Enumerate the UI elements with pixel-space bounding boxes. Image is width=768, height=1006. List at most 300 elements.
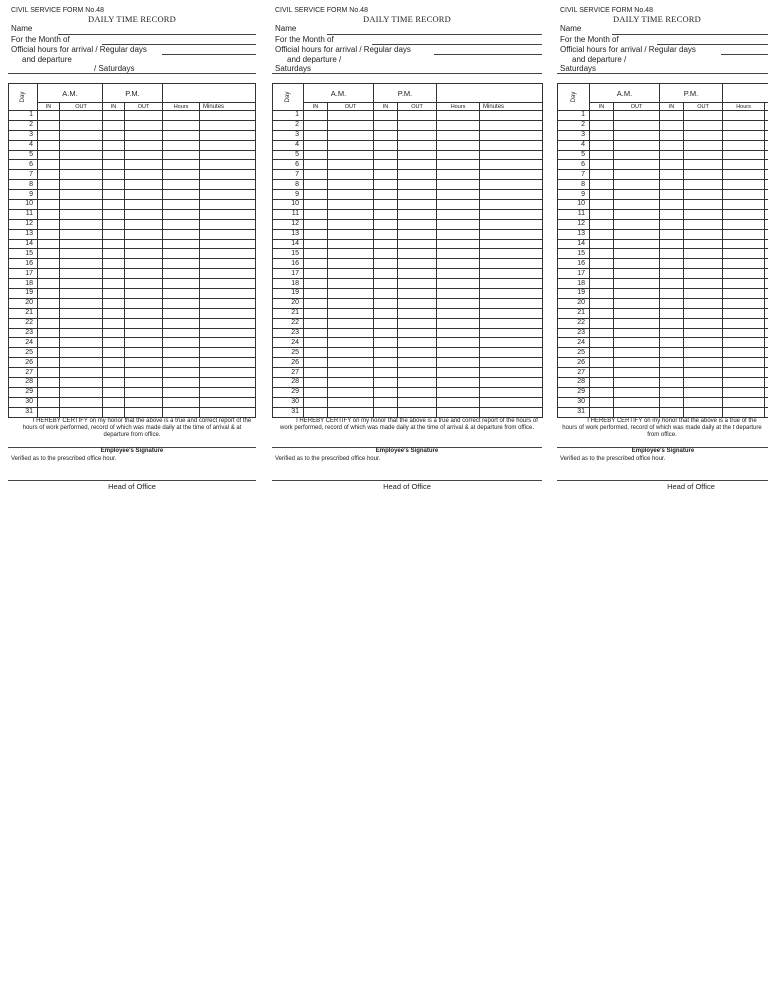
pm-out-cell[interactable] — [684, 298, 723, 308]
hours-cell[interactable] — [723, 328, 765, 338]
pm-out-cell[interactable] — [125, 259, 163, 269]
pm-out-cell[interactable] — [684, 308, 723, 318]
pm-in-cell[interactable] — [103, 289, 125, 299]
am-in-cell[interactable] — [38, 387, 60, 397]
hours-cell[interactable] — [723, 200, 765, 210]
am-in-cell[interactable] — [590, 130, 614, 140]
hours-cell[interactable] — [723, 120, 765, 130]
hours-cell[interactable] — [163, 358, 200, 368]
hours-cell[interactable] — [723, 190, 765, 200]
minutes-cell[interactable] — [200, 170, 256, 180]
am-in-cell[interactable] — [590, 190, 614, 200]
minutes-cell[interactable] — [200, 338, 256, 348]
pm-out-cell[interactable] — [125, 150, 163, 160]
am-in-cell[interactable] — [38, 358, 60, 368]
pm-in-cell[interactable] — [103, 259, 125, 269]
am-out-cell[interactable] — [328, 249, 374, 259]
hours-cell[interactable] — [723, 397, 765, 407]
am-in-cell[interactable] — [590, 308, 614, 318]
am-in-cell[interactable] — [590, 328, 614, 338]
minutes-cell[interactable] — [480, 160, 543, 170]
minutes-cell[interactable] — [480, 407, 543, 417]
hours-cell[interactable] — [437, 120, 480, 130]
pm-out-cell[interactable] — [684, 259, 723, 269]
minutes-cell[interactable] — [200, 229, 256, 239]
hours-cell[interactable] — [723, 239, 765, 249]
pm-in-cell[interactable] — [103, 219, 125, 229]
pm-in-cell[interactable] — [374, 298, 398, 308]
minutes-cell[interactable] — [765, 209, 768, 219]
am-out-cell[interactable] — [60, 328, 103, 338]
pm-out-cell[interactable] — [125, 289, 163, 299]
am-out-cell[interactable] — [614, 279, 660, 289]
pm-out-cell[interactable] — [684, 160, 723, 170]
pm-in-cell[interactable] — [374, 229, 398, 239]
am-in-cell[interactable] — [38, 397, 60, 407]
am-in-cell[interactable] — [38, 180, 60, 190]
pm-out-cell[interactable] — [125, 229, 163, 239]
am-out-cell[interactable] — [328, 328, 374, 338]
minutes-cell[interactable] — [200, 328, 256, 338]
pm-in-cell[interactable] — [103, 111, 125, 121]
pm-out-cell[interactable] — [125, 120, 163, 130]
hours-cell[interactable] — [163, 328, 200, 338]
pm-in-cell[interactable] — [660, 289, 684, 299]
am-out-cell[interactable] — [60, 130, 103, 140]
am-out-cell[interactable] — [328, 150, 374, 160]
am-in-cell[interactable] — [304, 170, 328, 180]
minutes-cell[interactable] — [200, 269, 256, 279]
am-out-cell[interactable] — [328, 289, 374, 299]
minutes-cell[interactable] — [765, 111, 768, 121]
am-out-cell[interactable] — [614, 338, 660, 348]
am-in-cell[interactable] — [38, 140, 60, 150]
minutes-cell[interactable] — [480, 338, 543, 348]
official-hours-field[interactable] — [162, 54, 256, 55]
pm-in-cell[interactable] — [374, 348, 398, 358]
pm-in-cell[interactable] — [374, 209, 398, 219]
pm-out-cell[interactable] — [125, 209, 163, 219]
hours-cell[interactable] — [163, 170, 200, 180]
am-out-cell[interactable] — [328, 120, 374, 130]
am-in-cell[interactable] — [38, 269, 60, 279]
hours-cell[interactable] — [437, 249, 480, 259]
minutes-cell[interactable] — [765, 397, 768, 407]
am-in-cell[interactable] — [38, 200, 60, 210]
name-field[interactable] — [327, 34, 542, 35]
pm-out-cell[interactable] — [398, 338, 437, 348]
minutes-cell[interactable] — [200, 209, 256, 219]
hours-cell[interactable] — [437, 111, 480, 121]
am-out-cell[interactable] — [328, 397, 374, 407]
pm-out-cell[interactable] — [398, 259, 437, 269]
am-in-cell[interactable] — [304, 378, 328, 388]
hours-cell[interactable] — [723, 150, 765, 160]
pm-in-cell[interactable] — [660, 328, 684, 338]
pm-in-cell[interactable] — [374, 397, 398, 407]
pm-in-cell[interactable] — [103, 378, 125, 388]
am-out-cell[interactable] — [60, 338, 103, 348]
am-out-cell[interactable] — [60, 190, 103, 200]
am-out-cell[interactable] — [328, 387, 374, 397]
hours-cell[interactable] — [163, 239, 200, 249]
hours-cell[interactable] — [437, 180, 480, 190]
hours-cell[interactable] — [163, 160, 200, 170]
pm-in-cell[interactable] — [660, 209, 684, 219]
am-out-cell[interactable] — [614, 378, 660, 388]
pm-out-cell[interactable] — [125, 160, 163, 170]
pm-out-cell[interactable] — [398, 368, 437, 378]
am-in-cell[interactable] — [304, 259, 328, 269]
am-out-cell[interactable] — [328, 200, 374, 210]
minutes-cell[interactable] — [765, 140, 768, 150]
pm-in-cell[interactable] — [103, 358, 125, 368]
hours-cell[interactable] — [723, 298, 765, 308]
minutes-cell[interactable] — [765, 229, 768, 239]
pm-out-cell[interactable] — [398, 150, 437, 160]
pm-in-cell[interactable] — [660, 407, 684, 417]
minutes-cell[interactable] — [480, 209, 543, 219]
minutes-cell[interactable] — [480, 180, 543, 190]
pm-in-cell[interactable] — [660, 150, 684, 160]
am-in-cell[interactable] — [590, 387, 614, 397]
pm-in-cell[interactable] — [660, 348, 684, 358]
am-out-cell[interactable] — [328, 407, 374, 417]
am-in-cell[interactable] — [38, 378, 60, 388]
am-in-cell[interactable] — [38, 318, 60, 328]
pm-out-cell[interactable] — [684, 378, 723, 388]
pm-in-cell[interactable] — [660, 249, 684, 259]
pm-in-cell[interactable] — [374, 269, 398, 279]
pm-out-cell[interactable] — [684, 279, 723, 289]
hours-cell[interactable] — [723, 348, 765, 358]
hours-cell[interactable] — [163, 378, 200, 388]
pm-out-cell[interactable] — [684, 249, 723, 259]
minutes-cell[interactable] — [765, 190, 768, 200]
minutes-cell[interactable] — [765, 160, 768, 170]
am-in-cell[interactable] — [304, 160, 328, 170]
am-out-cell[interactable] — [60, 180, 103, 190]
pm-in-cell[interactable] — [660, 111, 684, 121]
hours-cell[interactable] — [163, 348, 200, 358]
am-out-cell[interactable] — [614, 120, 660, 130]
am-out-cell[interactable] — [328, 348, 374, 358]
am-out-cell[interactable] — [614, 239, 660, 249]
name-field[interactable] — [612, 34, 768, 35]
hours-cell[interactable] — [163, 190, 200, 200]
am-out-cell[interactable] — [614, 160, 660, 170]
minutes-cell[interactable] — [200, 140, 256, 150]
pm-in-cell[interactable] — [374, 318, 398, 328]
hours-cell[interactable] — [437, 239, 480, 249]
am-out-cell[interactable] — [60, 170, 103, 180]
pm-out-cell[interactable] — [684, 358, 723, 368]
am-in-cell[interactable] — [38, 289, 60, 299]
pm-in-cell[interactable] — [660, 259, 684, 269]
am-in-cell[interactable] — [304, 289, 328, 299]
pm-in-cell[interactable] — [660, 229, 684, 239]
am-out-cell[interactable] — [328, 229, 374, 239]
pm-in-cell[interactable] — [103, 348, 125, 358]
pm-in-cell[interactable] — [660, 358, 684, 368]
minutes-cell[interactable] — [480, 111, 543, 121]
hours-cell[interactable] — [163, 298, 200, 308]
am-in-cell[interactable] — [304, 190, 328, 200]
pm-out-cell[interactable] — [684, 229, 723, 239]
pm-out-cell[interactable] — [398, 318, 437, 328]
pm-in-cell[interactable] — [103, 239, 125, 249]
am-in-cell[interactable] — [304, 140, 328, 150]
pm-in-cell[interactable] — [374, 328, 398, 338]
pm-out-cell[interactable] — [398, 279, 437, 289]
pm-in-cell[interactable] — [103, 298, 125, 308]
pm-out-cell[interactable] — [125, 378, 163, 388]
pm-in-cell[interactable] — [374, 150, 398, 160]
pm-in-cell[interactable] — [103, 120, 125, 130]
am-in-cell[interactable] — [304, 358, 328, 368]
hours-cell[interactable] — [723, 111, 765, 121]
hours-cell[interactable] — [723, 358, 765, 368]
minutes-cell[interactable] — [765, 180, 768, 190]
am-in-cell[interactable] — [38, 209, 60, 219]
minutes-cell[interactable] — [480, 348, 543, 358]
hours-cell[interactable] — [437, 387, 480, 397]
hours-cell[interactable] — [723, 407, 765, 417]
pm-in-cell[interactable] — [660, 219, 684, 229]
am-in-cell[interactable] — [304, 328, 328, 338]
am-in-cell[interactable] — [590, 229, 614, 239]
pm-out-cell[interactable] — [684, 328, 723, 338]
pm-out-cell[interactable] — [684, 289, 723, 299]
minutes-cell[interactable] — [200, 387, 256, 397]
pm-out-cell[interactable] — [398, 219, 437, 229]
pm-out-cell[interactable] — [684, 318, 723, 328]
hours-cell[interactable] — [723, 269, 765, 279]
pm-out-cell[interactable] — [684, 170, 723, 180]
minutes-cell[interactable] — [765, 279, 768, 289]
pm-out-cell[interactable] — [684, 219, 723, 229]
minutes-cell[interactable] — [765, 219, 768, 229]
am-in-cell[interactable] — [590, 111, 614, 121]
pm-in-cell[interactable] — [660, 378, 684, 388]
hours-cell[interactable] — [723, 259, 765, 269]
am-out-cell[interactable] — [614, 368, 660, 378]
minutes-cell[interactable] — [200, 239, 256, 249]
am-out-cell[interactable] — [614, 209, 660, 219]
am-out-cell[interactable] — [614, 259, 660, 269]
pm-in-cell[interactable] — [660, 338, 684, 348]
pm-out-cell[interactable] — [125, 180, 163, 190]
pm-out-cell[interactable] — [684, 348, 723, 358]
pm-in-cell[interactable] — [103, 328, 125, 338]
hours-cell[interactable] — [437, 328, 480, 338]
pm-in-cell[interactable] — [103, 229, 125, 239]
minutes-cell[interactable] — [765, 318, 768, 328]
am-in-cell[interactable] — [590, 279, 614, 289]
pm-in-cell[interactable] — [374, 358, 398, 368]
pm-in-cell[interactable] — [374, 378, 398, 388]
minutes-cell[interactable] — [200, 368, 256, 378]
pm-out-cell[interactable] — [125, 298, 163, 308]
am-in-cell[interactable] — [590, 209, 614, 219]
minutes-cell[interactable] — [200, 289, 256, 299]
minutes-cell[interactable] — [765, 378, 768, 388]
am-in-cell[interactable] — [304, 368, 328, 378]
minutes-cell[interactable] — [765, 130, 768, 140]
am-out-cell[interactable] — [614, 328, 660, 338]
pm-in-cell[interactable] — [374, 279, 398, 289]
am-out-cell[interactable] — [60, 259, 103, 269]
minutes-cell[interactable] — [480, 289, 543, 299]
hours-cell[interactable] — [723, 130, 765, 140]
pm-in-cell[interactable] — [103, 338, 125, 348]
am-out-cell[interactable] — [328, 298, 374, 308]
am-out-cell[interactable] — [60, 239, 103, 249]
am-out-cell[interactable] — [328, 190, 374, 200]
hours-cell[interactable] — [163, 249, 200, 259]
pm-out-cell[interactable] — [398, 209, 437, 219]
hours-cell[interactable] — [723, 368, 765, 378]
am-out-cell[interactable] — [614, 190, 660, 200]
am-out-cell[interactable] — [328, 140, 374, 150]
pm-out-cell[interactable] — [398, 190, 437, 200]
pm-in-cell[interactable] — [103, 170, 125, 180]
pm-in-cell[interactable] — [660, 269, 684, 279]
hours-cell[interactable] — [163, 200, 200, 210]
am-out-cell[interactable] — [614, 170, 660, 180]
am-in-cell[interactable] — [38, 150, 60, 160]
am-out-cell[interactable] — [328, 259, 374, 269]
am-in-cell[interactable] — [304, 180, 328, 190]
hours-cell[interactable] — [723, 308, 765, 318]
am-in-cell[interactable] — [304, 219, 328, 229]
minutes-cell[interactable] — [765, 338, 768, 348]
hours-cell[interactable] — [437, 358, 480, 368]
am-in-cell[interactable] — [304, 120, 328, 130]
am-out-cell[interactable] — [614, 111, 660, 121]
am-out-cell[interactable] — [60, 368, 103, 378]
minutes-cell[interactable] — [200, 190, 256, 200]
pm-in-cell[interactable] — [660, 160, 684, 170]
hours-cell[interactable] — [723, 249, 765, 259]
hours-cell[interactable] — [437, 229, 480, 239]
hours-cell[interactable] — [163, 219, 200, 229]
minutes-cell[interactable] — [765, 358, 768, 368]
am-out-cell[interactable] — [614, 130, 660, 140]
am-in-cell[interactable] — [590, 298, 614, 308]
pm-in-cell[interactable] — [103, 249, 125, 259]
minutes-cell[interactable] — [765, 368, 768, 378]
hours-cell[interactable] — [437, 378, 480, 388]
minutes-cell[interactable] — [200, 259, 256, 269]
pm-out-cell[interactable] — [684, 150, 723, 160]
pm-in-cell[interactable] — [660, 200, 684, 210]
am-out-cell[interactable] — [614, 348, 660, 358]
pm-in-cell[interactable] — [103, 209, 125, 219]
pm-out-cell[interactable] — [398, 160, 437, 170]
am-in-cell[interactable] — [38, 170, 60, 180]
am-in-cell[interactable] — [590, 318, 614, 328]
minutes-cell[interactable] — [765, 298, 768, 308]
am-out-cell[interactable] — [328, 279, 374, 289]
am-out-cell[interactable] — [60, 358, 103, 368]
pm-out-cell[interactable] — [684, 200, 723, 210]
pm-out-cell[interactable] — [398, 170, 437, 180]
am-in-cell[interactable] — [38, 130, 60, 140]
minutes-cell[interactable] — [480, 200, 543, 210]
minutes-cell[interactable] — [765, 249, 768, 259]
pm-out-cell[interactable] — [125, 111, 163, 121]
hours-cell[interactable] — [163, 279, 200, 289]
am-in-cell[interactable] — [38, 338, 60, 348]
pm-in-cell[interactable] — [374, 249, 398, 259]
pm-out-cell[interactable] — [398, 289, 437, 299]
pm-out-cell[interactable] — [398, 397, 437, 407]
pm-out-cell[interactable] — [398, 358, 437, 368]
minutes-cell[interactable] — [480, 269, 543, 279]
hours-cell[interactable] — [163, 308, 200, 318]
pm-in-cell[interactable] — [103, 279, 125, 289]
am-in-cell[interactable] — [38, 239, 60, 249]
minutes-cell[interactable] — [765, 239, 768, 249]
pm-in-cell[interactable] — [103, 180, 125, 190]
hours-cell[interactable] — [437, 130, 480, 140]
hours-cell[interactable] — [163, 120, 200, 130]
hours-cell[interactable] — [437, 160, 480, 170]
am-in-cell[interactable] — [38, 120, 60, 130]
pm-out-cell[interactable] — [684, 368, 723, 378]
pm-in-cell[interactable] — [374, 140, 398, 150]
minutes-cell[interactable] — [200, 378, 256, 388]
pm-in-cell[interactable] — [374, 200, 398, 210]
hours-cell[interactable] — [723, 378, 765, 388]
minutes-cell[interactable] — [480, 150, 543, 160]
hours-cell[interactable] — [723, 209, 765, 219]
hours-cell[interactable] — [437, 289, 480, 299]
am-out-cell[interactable] — [328, 368, 374, 378]
minutes-cell[interactable] — [765, 150, 768, 160]
minutes-cell[interactable] — [200, 407, 256, 417]
pm-in-cell[interactable] — [103, 397, 125, 407]
pm-out-cell[interactable] — [398, 269, 437, 279]
am-in-cell[interactable] — [304, 407, 328, 417]
pm-out-cell[interactable] — [398, 348, 437, 358]
am-in-cell[interactable] — [590, 259, 614, 269]
hours-cell[interactable] — [163, 289, 200, 299]
am-in-cell[interactable] — [304, 209, 328, 219]
am-out-cell[interactable] — [328, 378, 374, 388]
pm-out-cell[interactable] — [125, 368, 163, 378]
am-out-cell[interactable] — [614, 298, 660, 308]
am-in-cell[interactable] — [38, 249, 60, 259]
pm-out-cell[interactable] — [125, 190, 163, 200]
hours-cell[interactable] — [437, 150, 480, 160]
minutes-cell[interactable] — [200, 130, 256, 140]
pm-in-cell[interactable] — [660, 279, 684, 289]
am-out-cell[interactable] — [614, 269, 660, 279]
pm-out-cell[interactable] — [398, 328, 437, 338]
am-out-cell[interactable] — [614, 249, 660, 259]
pm-out-cell[interactable] — [684, 338, 723, 348]
pm-in-cell[interactable] — [103, 269, 125, 279]
pm-in-cell[interactable] — [660, 180, 684, 190]
am-out-cell[interactable] — [60, 318, 103, 328]
pm-in-cell[interactable] — [374, 170, 398, 180]
pm-out-cell[interactable] — [125, 249, 163, 259]
am-in-cell[interactable] — [304, 387, 328, 397]
pm-in-cell[interactable] — [660, 387, 684, 397]
pm-out-cell[interactable] — [125, 318, 163, 328]
